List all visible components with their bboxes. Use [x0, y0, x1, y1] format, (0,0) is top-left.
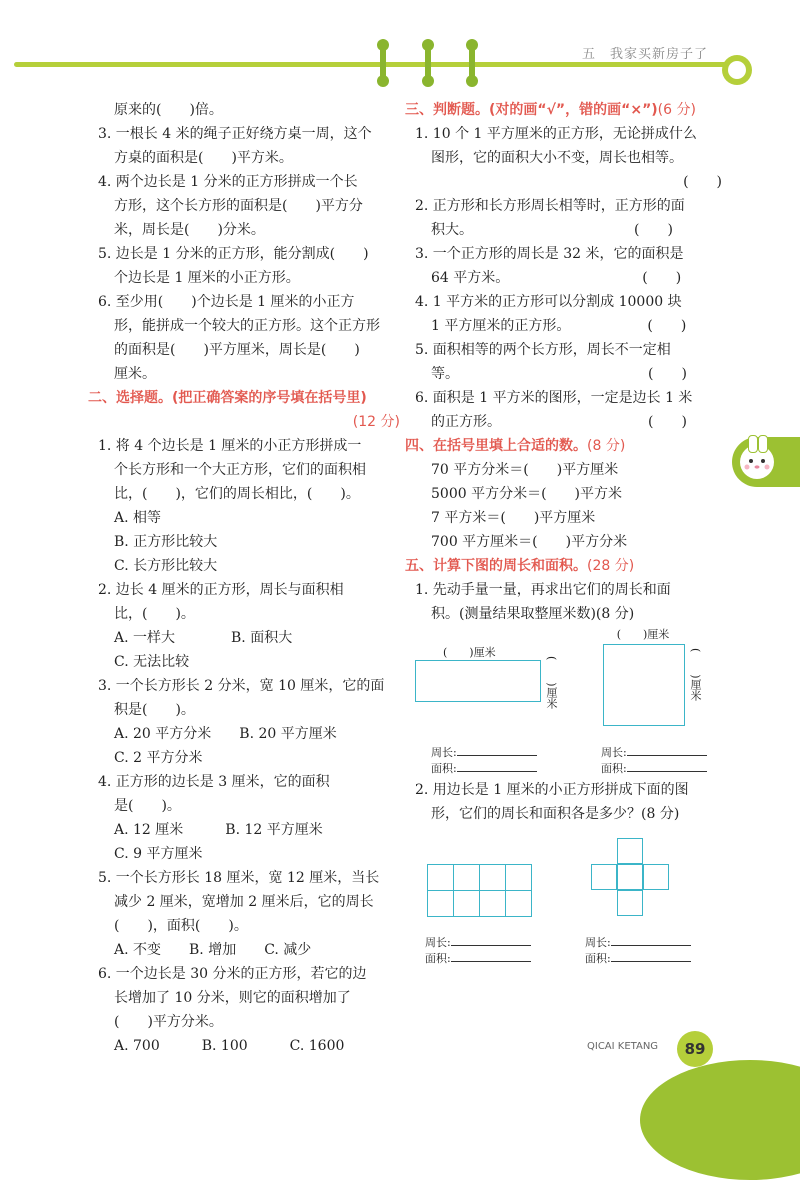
section-5-heading: [405, 554, 730, 578]
question-line: 个边长是 1 厘米的小正方形。: [114, 270, 300, 286]
footer-brand: QICAI KETANG: [587, 1041, 659, 1052]
grid-cell: [428, 865, 454, 891]
question-line: A. 相等: [114, 510, 162, 526]
answer-line[interactable]: [611, 934, 691, 946]
answer-line[interactable]: [451, 934, 531, 946]
question-line: 积。(测量结果取整厘米数)(8 分): [431, 606, 635, 622]
question-line: 64 平方米。 ( ): [431, 270, 682, 286]
question-line: ( )平方分米。: [114, 1014, 223, 1030]
measure-question: [405, 578, 730, 626]
rect-perimeter-answer: 周长:: [431, 744, 537, 761]
question-line: 3. 一根长 4 米的绳子正好绕方桌一周，这个: [98, 126, 372, 142]
question-line: A. 不变 B. 增加 C. 减少: [114, 942, 312, 958]
question-line: 积是( )。: [114, 702, 195, 718]
square-side-label: ( )厘米: [689, 648, 702, 701]
question-line: ( ): [683, 174, 722, 190]
grid-cell: [480, 865, 506, 891]
tile-figures: [405, 826, 730, 966]
grid-cell: [454, 865, 480, 891]
question-line: 比，( )。: [114, 606, 195, 622]
grid-cell: [506, 891, 532, 917]
question-line: 等。 ( ): [431, 366, 687, 382]
rectangle-width-label: ( )厘米: [545, 656, 558, 709]
question-line: 70 平方分米＝( )平方厘米: [431, 462, 619, 478]
question-line: C. 长方形比较大: [114, 558, 218, 574]
binder-ring-icon: [469, 44, 475, 82]
question-line: B. 正方形比较大: [114, 534, 218, 550]
square-perimeter-answer: 周长:: [601, 744, 707, 761]
question-line: 积大。 ( ): [431, 222, 673, 238]
grid-cell: [617, 890, 643, 916]
question-line: C. 9 平方厘米: [114, 846, 203, 862]
fill-in-questions-continued: [88, 98, 408, 386]
mascot-badge-icon: [722, 55, 752, 85]
question-line: 4. 两个边长是 1 分米的正方形拼成一个长: [98, 174, 358, 190]
question-line: C. 无法比较: [114, 654, 190, 670]
grid-cell: [643, 864, 669, 890]
grid-cell: [591, 864, 617, 890]
question-line: 形，能拼成一个较大的正方形。这个正方形: [114, 318, 380, 334]
question-line: 6. 至少用( )个边长是 1 厘米的小正方: [98, 294, 355, 310]
question-line: 6. 一个边长是 30 分米的正方形，若它的边: [98, 966, 367, 982]
rectangle-tile-grid: [427, 864, 532, 917]
question-line: A. 一样大 B. 面积大: [114, 630, 293, 646]
cross-area-answer: 面积:: [585, 950, 691, 967]
unit-title: 五 我家买新房子了: [582, 47, 709, 62]
binder-ring-icon: [425, 44, 431, 82]
question-line: 是( )。: [114, 798, 181, 814]
question-line: 方桌的面积是( )平方米。: [114, 150, 293, 166]
question-line: 700 平方厘米＝( )平方分米: [431, 534, 628, 550]
rect-area-answer: 面积:: [431, 760, 537, 777]
true-false-questions: [405, 122, 730, 434]
right-column: [405, 98, 730, 966]
answer-line[interactable]: [457, 744, 537, 756]
grid-cell: [506, 865, 532, 891]
question-line: 图形，它的面积大小不变，周长也相等。: [431, 150, 683, 166]
question-line: 个长方形和一个大正方形，它们的面积相: [114, 462, 366, 478]
question-line: 7 平方米＝( )平方厘米: [431, 510, 596, 526]
grid-cell: [617, 838, 643, 864]
measure-answers: [405, 744, 730, 778]
question-line: 4. 正方形的边长是 3 厘米，它的面积: [98, 774, 330, 790]
question-line: 形，它们的周长和面积各是多少？(8 分): [431, 806, 680, 822]
section-5-title: 五、计算下图的周长和面积。: [405, 558, 587, 574]
multiple-choice-questions: [88, 434, 408, 1058]
question-line: 的面积是( )平方厘米，周长是( ): [114, 342, 360, 358]
question-line: 5. 一个长方形长 18 厘米，宽 12 厘米，当长: [98, 870, 380, 886]
side-tab: [732, 437, 800, 487]
question-line: 5. 边长是 1 分米的正方形，能分割成( ): [98, 246, 369, 262]
question-line: 5000 平方分米＝( )平方米: [431, 486, 623, 502]
grid-cell: [480, 891, 506, 917]
tile-question: [405, 778, 730, 826]
section-3-title: 三、判断题。(对的画“√”，错的画“×”): [405, 102, 658, 118]
section-4-title: 四、在括号里填上合适的数。: [405, 438, 587, 454]
question-line: 减少 2 厘米，宽增加 2 厘米后，它的周长: [114, 894, 374, 910]
question-line: 1. 先动手量一量，再求出它们的周长和面: [415, 582, 671, 598]
section-2-points: (12 分): [352, 414, 400, 430]
cross-perimeter-answer: 周长:: [585, 934, 691, 951]
left-column: [88, 98, 408, 1058]
section-4-heading: [405, 434, 730, 458]
grid-perimeter-answer: 周长:: [425, 934, 531, 951]
section-3-points: (6 分): [657, 102, 696, 118]
question-line: A. 12 厘米 B. 12 平方厘米: [114, 822, 323, 838]
question-line: 的正方形。 ( ): [431, 414, 687, 430]
question-line: 方形，这个长方形的面积是( )平方分: [114, 198, 363, 214]
question-line: A. 700 B. 100 C. 1600: [114, 1038, 345, 1054]
question-line: 厘米。: [114, 366, 156, 382]
question-line: ( )，面积( )。: [114, 918, 248, 934]
question-line: 长增加了 10 分米，则它的面积增加了: [114, 990, 351, 1006]
question-line: 1. 10 个 1 平方厘米的正方形，无论拼成什么: [415, 126, 697, 142]
answer-line[interactable]: [451, 950, 531, 962]
page-number: 89: [677, 1031, 713, 1067]
section-2-title: 二、选择题。(把正确答案的序号填在括号里): [88, 390, 367, 406]
answer-line[interactable]: [457, 760, 537, 772]
bunny-icon: [740, 445, 774, 479]
question-line: A. 20 平方分米 B. 20 平方厘米: [114, 726, 337, 742]
answer-line[interactable]: [627, 760, 707, 772]
unit-conversion-questions: [405, 458, 730, 554]
section-4-points: (8 分): [587, 438, 626, 454]
grid-area-answer: 面积:: [425, 950, 531, 967]
question-line: 2. 用边长是 1 厘米的小正方形拼成下面的图: [415, 782, 689, 798]
question-line: 3. 一个长方形长 2 分米，宽 10 厘米，它的面: [98, 678, 385, 694]
question-line: 比，( )，它们的周长相比，( )。: [114, 486, 360, 502]
question-line: 原来的( )倍。: [114, 102, 223, 118]
corner-decoration: [640, 1060, 800, 1180]
question-line: 6. 面积是 1 平方米的图形，一定是边长 1 米: [415, 390, 693, 406]
question-line: 4. 1 平方米的正方形可以分割成 10000 块: [415, 294, 682, 310]
rectangle-figure: [415, 660, 541, 702]
question-line: C. 2 平方分米: [114, 750, 203, 766]
square-figure: [603, 644, 685, 726]
grid-cell: [428, 891, 454, 917]
section-5-points: (28 分): [587, 558, 635, 574]
answer-line[interactable]: [627, 744, 707, 756]
rectangle-length-label: ( )厘米: [443, 646, 496, 659]
cross-tile-figure: [591, 838, 669, 916]
question-line: 5. 面积相等的两个长方形，周长不一定相: [415, 342, 671, 358]
square-area-answer: 面积:: [601, 760, 707, 777]
question-line: 米，周长是( )分米。: [114, 222, 265, 238]
question-line: 3. 一个正方形的周长是 32 米，它的面积是: [415, 246, 684, 262]
grid-cell: [454, 891, 480, 917]
square-width-label: ( )厘米: [616, 628, 670, 641]
measure-figures: [405, 626, 730, 744]
question-line: 2. 边长 4 厘米的正方形，周长与面积相: [98, 582, 344, 598]
binder-ring-icon: [380, 44, 386, 82]
question-line: 1. 将 4 个边长是 1 厘米的小正方形拼成一: [98, 438, 362, 454]
grid-cell: [617, 864, 643, 890]
question-line: 2. 正方形和长方形周长相等时，正方形的面: [415, 198, 685, 214]
answer-line[interactable]: [611, 950, 691, 962]
section-3-heading: [405, 98, 730, 122]
question-line: 1 平方厘米的正方形。 ( ): [431, 318, 687, 334]
